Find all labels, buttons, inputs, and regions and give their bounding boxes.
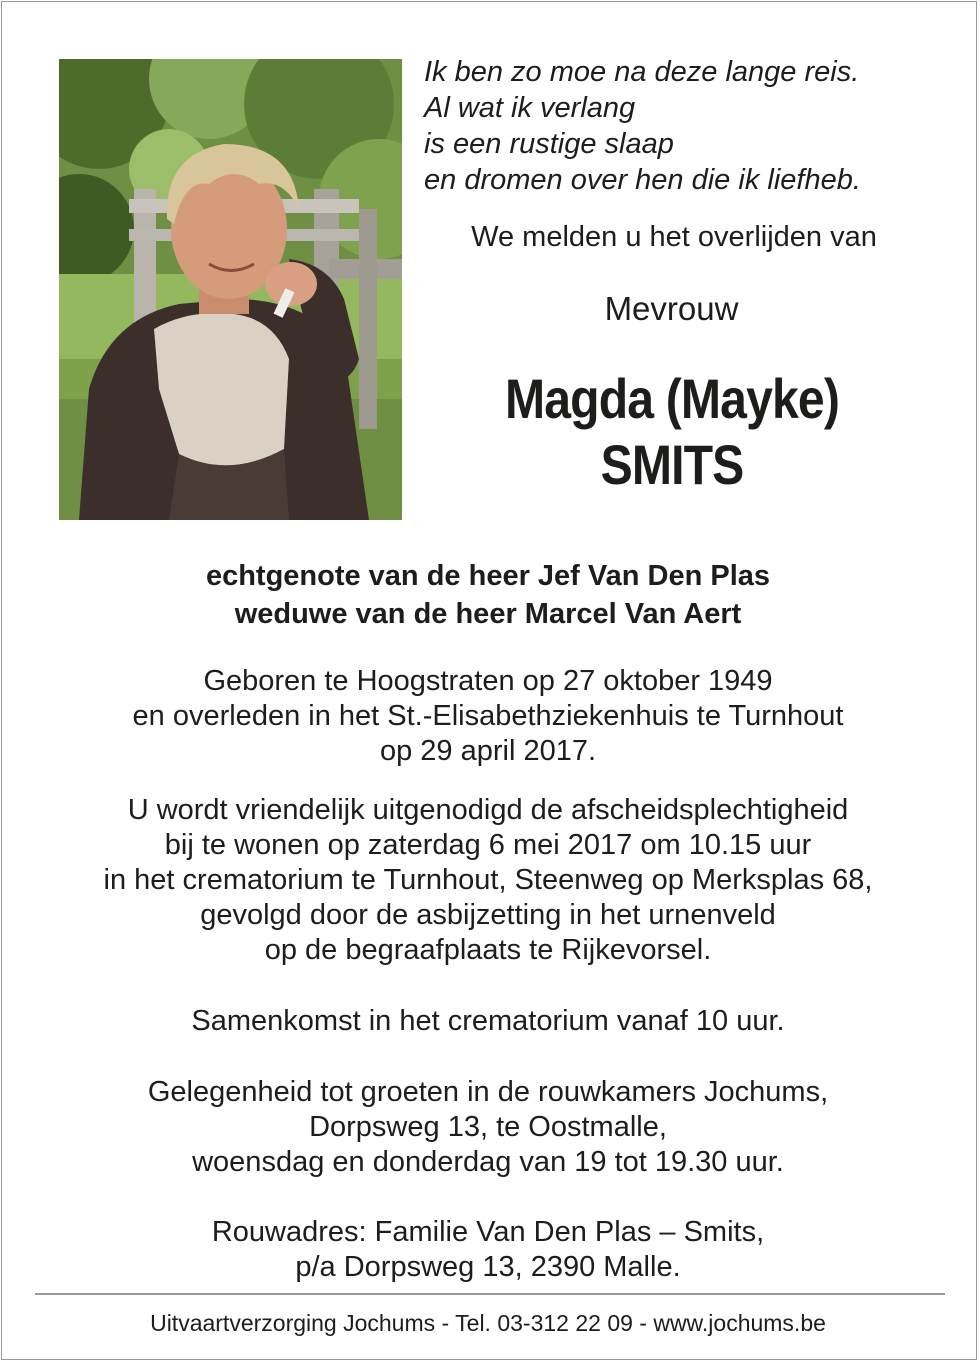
detail-line: in het crematorium te Turnhout, Steenweg op Merksplas 68, <box>103 864 873 896</box>
portrait-photo <box>59 59 402 520</box>
funeral-home-footer: Uitvaartverzorging Jochums - Tel. 03-312 22 09 - www.jochums.be <box>150 1310 826 1336</box>
poem-line: is een rustige slaap <box>424 128 674 160</box>
family-relations <box>0 557 976 633</box>
detail-line: op de begraafplaats te Rijkevorsel. <box>264 934 712 966</box>
mourning-address <box>0 1215 976 1285</box>
last-name: SMITS <box>600 433 744 496</box>
detail-line: op 29 april 2017. <box>379 735 597 767</box>
visitation-details <box>0 1075 976 1180</box>
first-name: Magda (Mayke) <box>504 367 840 430</box>
poem-line: Ik ben zo moe na deze lange reis. <box>424 56 860 88</box>
detail-line: Geboren te Hoogstraten op 27 oktober 1949 <box>203 665 773 697</box>
birth-death-details <box>0 664 976 769</box>
detail-line: Rouwadres: Familie Van Den Plas – Smits, <box>211 1216 765 1248</box>
poem-line: en dromen over hen die ik liefheb. <box>424 164 861 196</box>
detail-line: Dorpsweg 13, te Oostmalle, <box>309 1111 667 1143</box>
announcement-text: We melden u het overlijden van <box>471 221 877 253</box>
detail-line: Gelegenheid tot groeten in de rouwkamers Jochums, <box>147 1076 829 1108</box>
relation-line: echtgenote van de heer Jef Van Den Plas <box>205 560 771 592</box>
deceased-name <box>464 366 880 498</box>
honorific: Mevrouw <box>604 290 739 327</box>
detail-line: p/a Dorpsweg 13, 2390 Malle. <box>295 1251 681 1283</box>
gathering-note <box>0 1004 976 1039</box>
detail-line: woensdag en donderdag van 19 tot 19.30 uur. <box>192 1146 784 1178</box>
detail-line: en overleden in het St.-Elisabethziekenhuis te Turnhout <box>132 700 844 732</box>
ceremony-details <box>0 793 976 968</box>
detail-line: gevolgd door de asbijzetting in het urnenveld <box>200 899 776 931</box>
footer-divider <box>35 1293 945 1295</box>
detail-line: bij te wonen op zaterdag 6 mei 2017 om 10.15 uur <box>164 829 812 861</box>
poem <box>424 54 944 198</box>
detail-line: Samenkomst in het crematorium vanaf 10 uur. <box>191 1005 785 1037</box>
poem-line: Al wat ik verlang <box>424 92 636 124</box>
detail-line: U wordt vriendelijk uitgenodigd de afscheidsplechtigheid <box>127 794 849 826</box>
relation-line: weduwe van de heer Marcel Van Aert <box>234 598 742 630</box>
